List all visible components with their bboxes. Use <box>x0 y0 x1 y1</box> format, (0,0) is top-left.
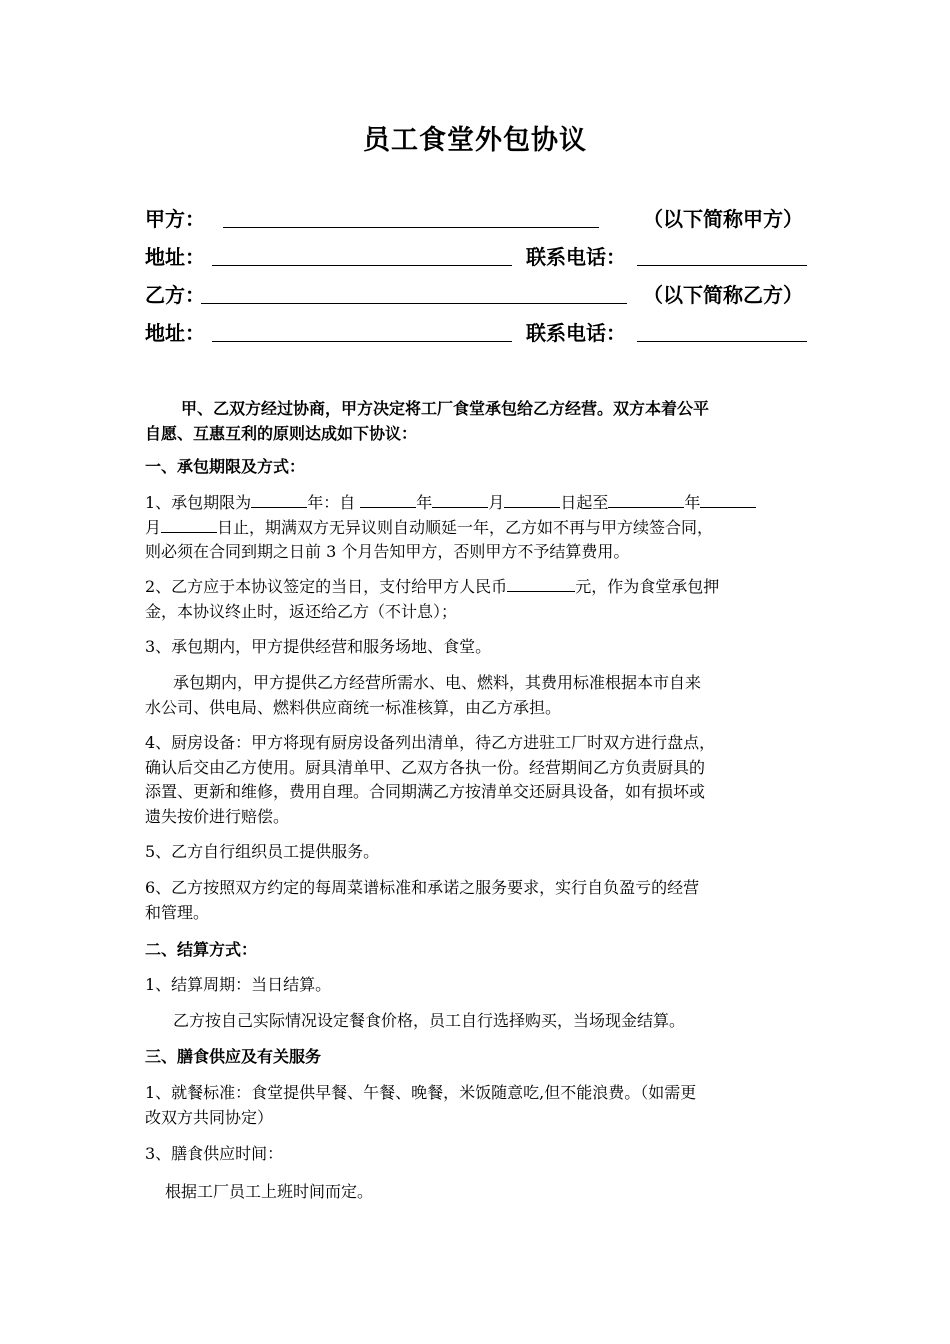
section-1-item-6 <box>145 876 807 925</box>
item-1-line-3: 则必须在合同到期之日前 3 个月告知甲方，否则甲方不予结算费用。 <box>145 542 630 561</box>
party-b-line <box>145 279 807 309</box>
item-4-line-4: 遗失按价进行赔偿。 <box>145 806 290 826</box>
item-2-text-b: 元，作为食堂承包押 <box>575 577 720 596</box>
intro-line-2: 自愿、互惠互利的原则达成如下协议： <box>145 423 418 443</box>
item-1-text-b: 年：自 <box>307 493 356 512</box>
item-1-text-e: 日起至 <box>560 493 609 512</box>
sec3-item-3-line: 3、膳食供应时间： <box>145 1144 284 1163</box>
item-4-line-1: 4、厨房设备：甲方将现有厨房设备列出清单，待乙方进驻工厂时双方进行盘点， <box>145 733 716 752</box>
item-3b-line-1: 承包期内，甲方提供乙方经营所需水、电、燃料，其费用标准根据本市自来 <box>173 673 702 692</box>
section-3-item-3 <box>145 1142 807 1167</box>
start-day-blank[interactable] <box>504 491 560 508</box>
party-b-address-blank[interactable] <box>212 319 512 342</box>
item-1-text-d: 月 <box>488 493 505 512</box>
party-a-label: 甲方： <box>145 207 205 231</box>
item-1-text-a: 1、承包期限为 <box>145 493 252 512</box>
term-years-blank[interactable] <box>251 491 307 508</box>
item-5-line: 5、乙方自行组织员工提供服务。 <box>145 842 380 861</box>
section-3-item-1 <box>145 1081 807 1130</box>
sec3-item-3b-line: 根据工厂员工上班时间而定。 <box>165 1182 374 1201</box>
party-a-address-blank[interactable] <box>212 243 512 266</box>
item-1-line-1 <box>145 491 807 516</box>
party-a-address-line <box>145 241 807 271</box>
item-1-text-h: 日止，期满双方无异议则自动顺延一年，乙方如不再与甲方续签合同， <box>217 517 714 537</box>
section-1-item-3 <box>145 635 807 660</box>
section-3-item-3b <box>145 1180 807 1205</box>
end-month-blank-2[interactable] <box>161 516 217 533</box>
party-b-address-line <box>145 317 807 347</box>
section-1-item-5 <box>145 840 807 865</box>
document-title: 员工食堂外包协议 <box>363 125 587 156</box>
party-a-phone-label: 联系电话： <box>526 245 626 269</box>
section-2-item-1b <box>145 1009 807 1034</box>
party-a-line <box>145 203 807 233</box>
party-b-phone-label: 联系电话： <box>526 321 626 345</box>
item-4-line-2: 确认后交由乙方使用。厨具清单甲、乙双方各执一份。经营期间乙方负责厨具的 <box>145 757 706 777</box>
section-1-item-1 <box>145 491 807 565</box>
sec2-item-1b-line: 乙方按自己实际情况设定餐食价格，员工自行选择购买，当场现金结算。 <box>173 1011 686 1030</box>
party-b-address-label: 地址： <box>145 321 205 345</box>
section-2-heading: 二、结算方式： <box>145 940 258 959</box>
sec3-item-1-line-1: 1、就餐标准：食堂提供早餐、午餐、晚餐，米饭随意吃,但不能浪费。（如需更 <box>145 1083 697 1102</box>
intro-line-1: 甲、乙双方经过协商，甲方决定将工厂食堂承包给乙方经营。双方本着公平 <box>181 399 710 418</box>
party-a-note: （以下简称甲方） <box>643 207 803 231</box>
party-b-label: 乙方： <box>145 283 205 307</box>
end-month-blank-1[interactable] <box>700 491 756 508</box>
party-a-phone-blank[interactable] <box>637 243 807 266</box>
section-1-item-4 <box>145 731 807 829</box>
start-year-blank[interactable] <box>360 491 416 508</box>
item-2-line-1 <box>145 575 807 600</box>
intro-paragraph <box>145 397 807 446</box>
item-4-line-3: 添置、更新和维修，费用自理。合同期满乙方按清单交还厨具设备，如有损坏或 <box>145 782 706 801</box>
item-1-text-g: 月 <box>145 517 162 537</box>
item-2-line-2: 金，本协议终止时，返还给乙方（不计息）； <box>145 601 458 621</box>
section-1-heading: 一、承包期限及方式： <box>145 457 306 476</box>
end-year-blank[interactable] <box>608 491 684 508</box>
section-1-item-3b <box>145 671 807 720</box>
item-3b-line-2: 水公司、供电局、燃料供应商统一标准核算，由乙方承担。 <box>145 697 562 717</box>
sec3-item-1-line-2: 改双方共同协定） <box>145 1107 274 1127</box>
section-3-heading: 三、膳食供应及有关服务 <box>145 1047 322 1066</box>
deposit-amount-blank[interactable] <box>507 575 575 592</box>
item-2-text-a: 2、乙方应于本协议签定的当日，支付给甲方人民币 <box>145 577 508 596</box>
item-3-line: 3、承包期内，甲方提供经营和服务场地、食堂。 <box>145 637 492 656</box>
start-month-blank[interactable] <box>432 491 488 508</box>
item-1-text-c: 年 <box>416 493 433 512</box>
party-a-address-label: 地址： <box>145 245 205 269</box>
party-b-name-blank[interactable] <box>201 281 627 304</box>
item-1-text-f: 年 <box>684 493 701 512</box>
section-1-item-2 <box>145 575 807 624</box>
item-6-line-2: 和管理。 <box>145 902 210 922</box>
party-a-name-blank[interactable] <box>223 205 599 228</box>
item-1-line-2 <box>145 516 807 541</box>
party-b-note: （以下简称乙方） <box>643 283 803 307</box>
sec2-item-1-line: 1、结算周期：当日结算。 <box>145 975 332 994</box>
item-6-line-1: 6、乙方按照双方约定的每周菜谱标准和承诺之服务要求，实行自负盈亏的经营 <box>145 878 700 897</box>
section-2-item-1 <box>145 973 807 998</box>
party-b-phone-blank[interactable] <box>637 319 807 342</box>
